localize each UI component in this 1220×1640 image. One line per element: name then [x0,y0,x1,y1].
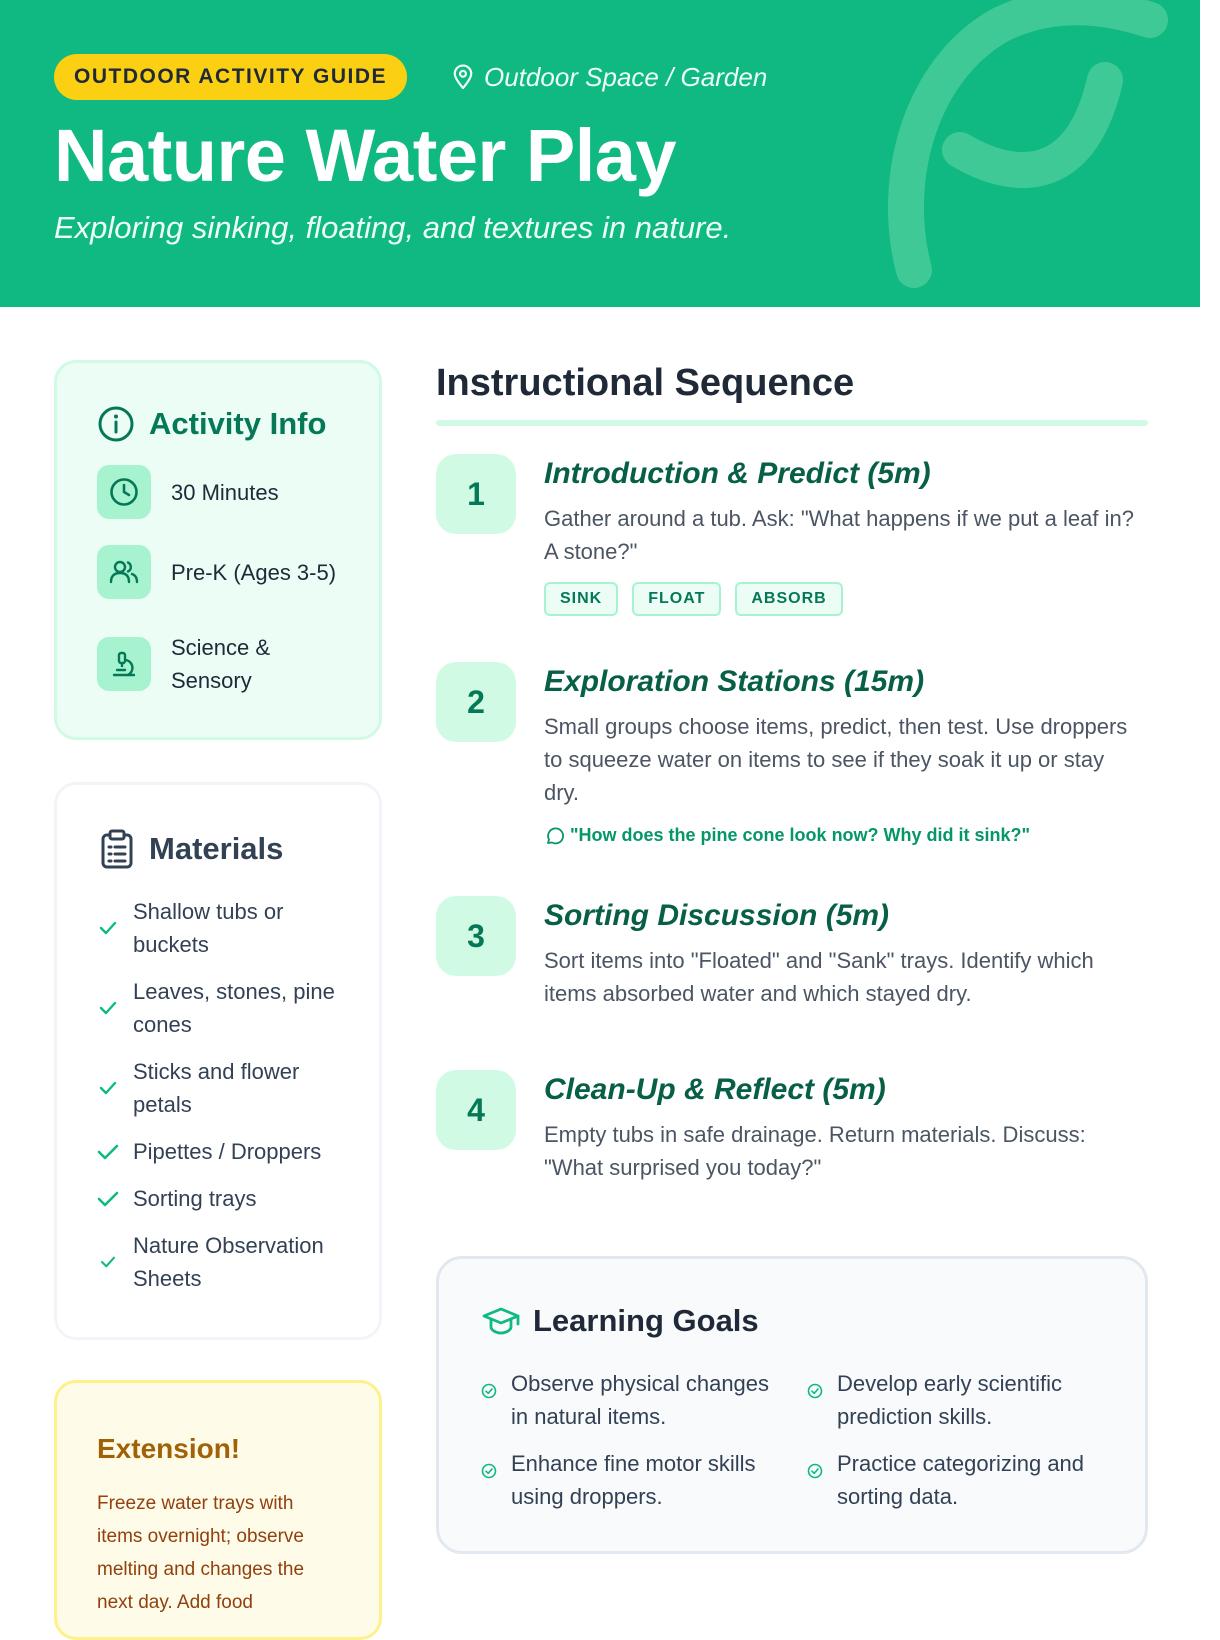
materials-heading [99,829,283,869]
step-number: 4 [436,1070,516,1150]
material-text: Pipettes / Droppers [133,1139,322,1164]
clipboard-icon [99,829,135,869]
clock-icon [97,465,151,519]
quote-text: "How does the pine cone look now? Why did it sink?" [570,825,1031,845]
guide-badge: OUTDOOR ACTIVITY GUIDE [54,54,407,100]
goal-text: Observe physical changes in natural items. [511,1371,770,1429]
page-subtitle: Exploring sinking, floating, and textures in nature. [54,210,732,245]
list-item [97,1182,357,1215]
speech-bubble-icon [544,826,564,846]
vocabulary-tags [544,582,1144,616]
list-item [97,975,357,1041]
step-description: Empty tubs in safe drainage. Return materials. Discuss: "What surprised you today?" [544,1122,1086,1180]
step-number: 3 [436,896,516,976]
info-duration: 30 Minutes [171,479,279,505]
step-title: Introduction & Predict (5m) [544,457,931,490]
tag-sink: SINK [544,582,618,616]
list-item [97,1135,357,1168]
materials-list [97,895,357,1309]
extension-title: Extension! [97,1433,241,1464]
step-body [544,1070,1144,1184]
step-number: 2 [436,662,516,742]
sequence-title: Instructional Sequence [436,362,855,404]
extension-card [54,1380,382,1640]
prompt-quote [544,825,1144,846]
page-title: Nature Water Play [54,114,677,197]
activity-info-card [54,360,382,740]
tag-absorb: ABSORB [735,582,842,616]
check-circle-icon [807,1447,825,1513]
check-icon [97,1144,119,1160]
step-title: Exploration Stations (15m) [544,665,925,698]
check-icon [97,1256,119,1268]
step-body [544,662,1144,846]
materials-title: Materials [149,831,284,866]
info-icon [97,405,135,443]
check-icon [97,921,119,935]
step-body [544,896,1144,1010]
goal-item [807,1447,1097,1513]
goal-text: Develop early scientific prediction skills. [837,1371,1062,1429]
learning-goals-card [436,1256,1148,1554]
step-description: Small groups choose items, predict, then test. Use droppers to squeeze water on items to see if they soak it up or stay dry. [544,714,1128,805]
step-description: Gather around a tub. Ask: "What happens if we put a leaf in? A stone?" [544,506,1134,564]
info-row-duration [97,465,347,519]
location-text: Outdoor Space / Garden [484,61,768,92]
info-row-subject [97,631,347,697]
list-item [97,1229,357,1295]
page-header [0,0,1200,307]
tag-float: FLOAT [632,582,721,616]
check-icon [97,1001,119,1015]
goal-item [481,1447,771,1513]
check-icon [97,1081,119,1095]
check-circle-icon [481,1367,499,1433]
material-text: Nature Observation Sheets [133,1233,324,1291]
activity-info-heading [97,405,326,443]
step-number: 1 [436,454,516,534]
users-icon [97,545,151,599]
material-text: Sticks and flower petals [133,1059,300,1117]
goal-text: Practice categorizing and sorting data. [837,1451,1085,1509]
learning-goals-heading [481,1303,759,1339]
leaf-decoration-icon [880,0,1220,300]
step-title: Clean-Up & Reflect (5m) [544,1073,886,1106]
goal-item [807,1367,1097,1433]
step-title: Sorting Discussion (5m) [544,899,890,932]
graduation-cap-icon [481,1305,521,1337]
map-pin-icon [452,64,474,90]
microscope-icon [97,637,151,691]
material-text: Leaves, stones, pine cones [133,979,335,1037]
step-body [544,454,1144,616]
info-row-age [97,545,347,599]
list-item [97,1055,357,1121]
check-circle-icon [807,1367,825,1433]
location [452,60,767,94]
material-text: Sorting trays [133,1186,257,1211]
check-icon [97,1191,119,1207]
material-text: Shallow tubs or buckets [133,899,284,957]
activity-info-title: Activity Info [149,406,327,441]
info-subject: Science & Sensory [171,635,271,693]
check-circle-icon [481,1447,499,1513]
goal-item [481,1367,771,1433]
goal-text: Enhance fine motor skills using droppers. [511,1451,756,1509]
sequence-divider [436,420,1148,426]
learning-goals-title: Learning Goals [533,1303,759,1338]
extension-text: Freeze water trays with items overnight; observe melting and changes the next day. Add food [97,1493,305,1613]
materials-card [54,782,382,1340]
step-description: Sort items into "Floated" and "Sank" trays. Identify which items absorbed water and which stayed dry. [544,948,1094,1006]
list-item [97,895,357,961]
info-age: Pre-K (Ages 3-5) [171,559,337,585]
